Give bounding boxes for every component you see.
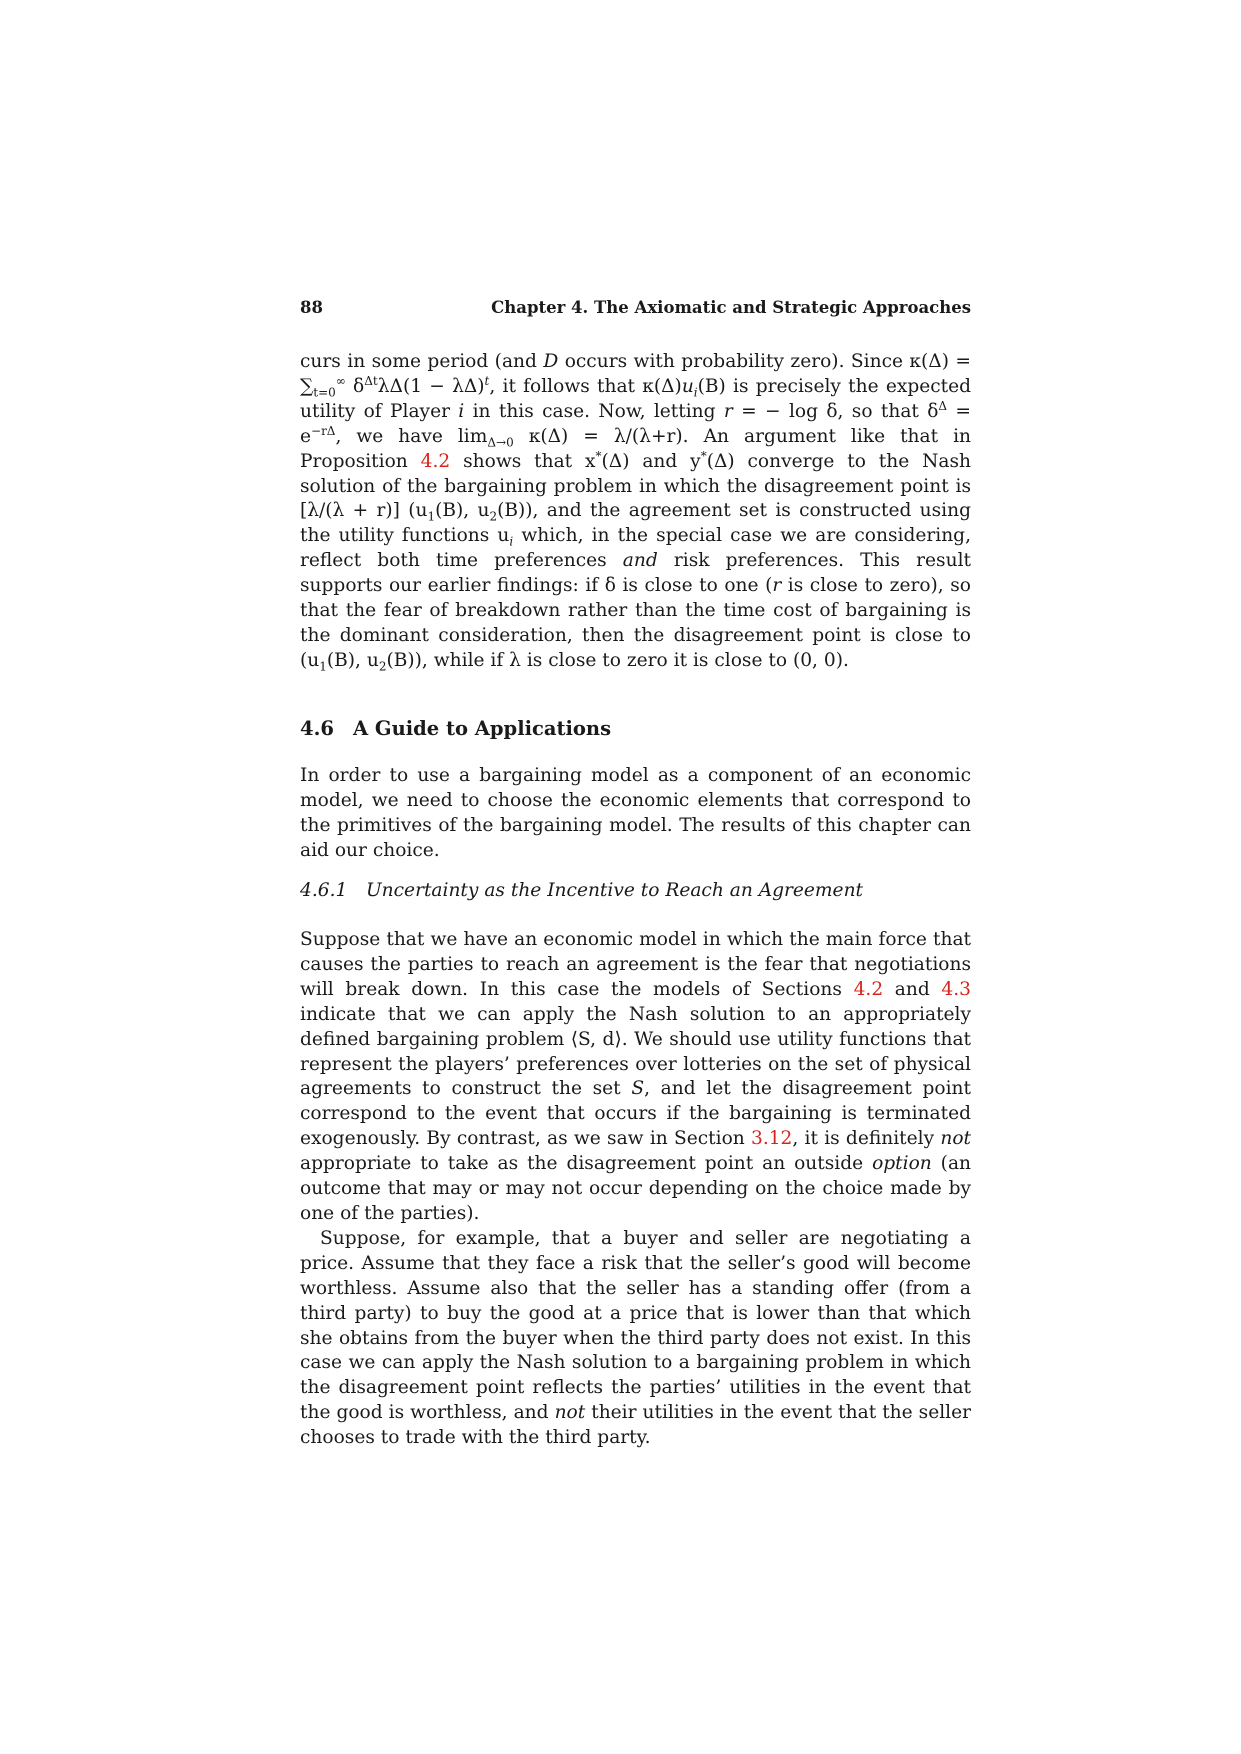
text-span: (Δ) and y <box>601 450 701 472</box>
superscript: −rΔ <box>311 423 336 438</box>
subscript: 1 <box>427 510 436 525</box>
section-link[interactable]: 3.12 <box>750 1128 793 1150</box>
superscript: Δt <box>364 373 378 388</box>
paragraph-continuation <box>300 350 971 674</box>
text-span: occurs with probability zero). Since κ(Δ) = ∑ <box>300 351 971 397</box>
section-number: 4.6 <box>300 717 334 740</box>
text-span: (B) is precisely the expected utility of Player <box>300 375 972 422</box>
text-span: (B), u <box>326 649 379 671</box>
text-span: and <box>622 550 658 572</box>
text-span: curs in some period (and <box>300 351 544 372</box>
text-span: = − log δ, so that δ <box>732 400 939 422</box>
text-span: λΔ(1 − λΔ) <box>377 375 485 397</box>
subscript: i <box>693 385 698 400</box>
text-span: (B)), while if λ is close to zero it is close to (0, 0). <box>386 649 849 671</box>
proposition-link[interactable]: 4.2 <box>420 450 451 472</box>
superscript: ∞ <box>335 373 346 388</box>
section-title: A Guide to Applications <box>353 717 612 740</box>
text-span: their utilities in the event that the seller chooses to trade with the third party. <box>300 1402 971 1449</box>
subscript: 2 <box>489 510 498 525</box>
running-head <box>300 298 971 317</box>
text-span: risk preferences. This result supports our earlier findings: if δ is close to one ( <box>300 550 971 597</box>
section-link[interactable]: 4.2 <box>853 978 884 1000</box>
text-span: shows that x <box>450 450 596 472</box>
subsection-title: Uncertainty as the Incentive to Reach an Agreement <box>366 880 864 901</box>
text-span: κ(Δ) = λ/(λ+r). An argument like that in Proposition <box>300 425 971 472</box>
text-span: i <box>458 400 465 422</box>
text-span: r <box>723 400 733 422</box>
subscript: i <box>509 535 514 550</box>
paragraph <box>300 928 971 1227</box>
text-span: (B), u <box>435 500 490 522</box>
subscript: Δ→0 <box>487 435 514 450</box>
text-span: , it follows that κ(Δ) <box>489 375 682 397</box>
chapter-title: Chapter 4. The Axiomatic and Strategic Approaches <box>491 298 971 317</box>
page-number: 88 <box>300 298 323 317</box>
text-span: (an outcome that may or may not occur depending on the choice made by one of the parties). <box>300 1153 972 1224</box>
text-span: S <box>631 1078 645 1100</box>
section-link[interactable]: 4.3 <box>941 978 971 1000</box>
text-span: r <box>772 575 782 597</box>
paragraph <box>300 1227 971 1451</box>
subscript: 2 <box>378 659 387 674</box>
subscript: 1 <box>319 659 327 674</box>
text-span: = e <box>300 400 971 447</box>
text-span: , we have lim <box>335 425 488 447</box>
text-span: which, in the special case we are considering, reflect both time preferences <box>300 525 971 572</box>
superscript: Δ <box>938 398 948 413</box>
subscript: t=0 <box>313 385 336 400</box>
text-span: (Δ) converge to the Nash solution of the bargaining problem in which the disagreement point is [λ/(λ + r)] (u <box>300 450 971 522</box>
text-span: indicate that we can apply the Nash solution to an appropriately defined bargaining problem ⟨S, d⟩. We should use utility functions that represent the players’ preferences over lotteries on the set of physical agreements to construct the set <box>300 1003 971 1100</box>
body-paragraphs <box>300 928 971 1451</box>
text-span: is close to zero), so that the fear of breakdown rather than the time cost of bargaining is the dominant consideration, then the disagreement point is close to (u <box>300 575 971 671</box>
section-heading <box>300 717 971 740</box>
section-intro-paragraph <box>300 764 971 864</box>
text-span: option <box>872 1153 932 1175</box>
superscript: * <box>700 448 707 463</box>
text-span: in this case. Now, letting <box>464 400 724 422</box>
superscript: * <box>595 448 602 463</box>
text-span: appropriate to take as the disagreement point an outside <box>300 1153 873 1175</box>
text-span: and <box>883 978 942 1000</box>
text-span: u <box>681 375 694 397</box>
superscript: t <box>484 373 490 388</box>
text-span: Suppose that we have an economic model in which the main force that causes the parties to reach an agreement is the fear that negotiations will break down. In this case the models of Sections <box>300 929 971 1000</box>
text-span: δ <box>345 375 365 397</box>
text-span: , it is definitely <box>792 1128 941 1150</box>
subsection-number: 4.6.1 <box>300 880 348 901</box>
subsection-heading <box>300 880 971 901</box>
paragraph-text: In order to use a bargaining model as a component of an economic model, we need to choose the economic elements that correspond to the primitives of the bargaining model. The results of this chapter can aid our choice. <box>300 765 971 861</box>
text-span: (B)), and the agreement set is constructed using the utility functions u <box>300 500 971 547</box>
text-span: , and let the disagreement point correspond to the event that occurs if the bargaining is terminated exogenously. By contrast, as we saw in Section <box>300 1078 971 1150</box>
text-span: not <box>940 1128 971 1150</box>
text-span: D <box>543 351 559 372</box>
text-span: Suppose, for example, that a buyer and seller are negotiating a price. Assume that they face a risk that the seller’s good will become worthless. Assume also that the seller has a standing offer (from a third party) to buy the good at a price that is lower than that which she obtains from the buyer when the third party does not exist. In this case we can apply the Nash solution to a bargaining problem in which the disagreement point reflects the parties’ utilities in the event that the good is worthless, and <box>300 1227 971 1424</box>
text-span: not <box>554 1402 586 1424</box>
